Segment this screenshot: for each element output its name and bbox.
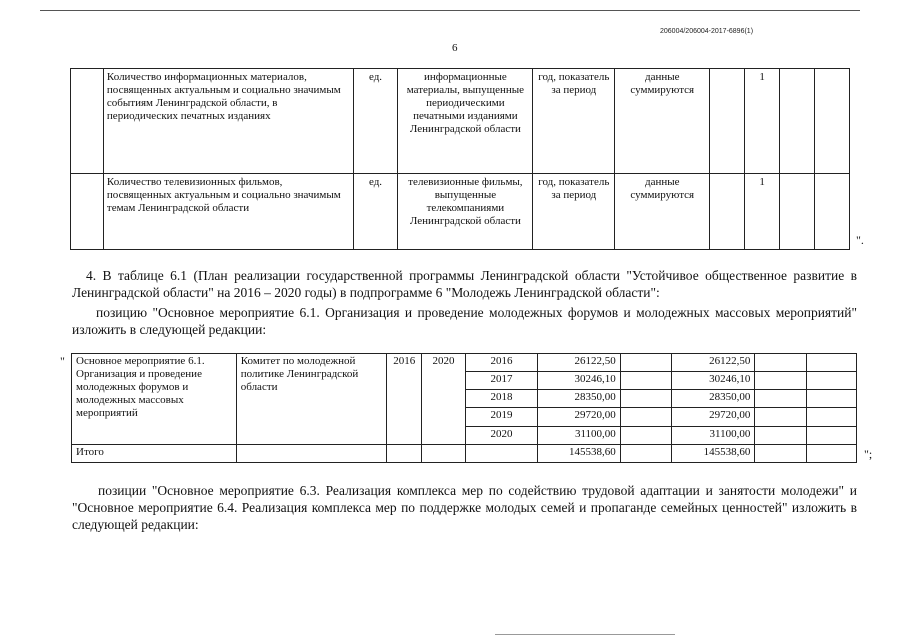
table-cell-empty	[807, 408, 857, 426]
year-cell: 2019	[466, 408, 538, 426]
indicator-value: 1	[745, 173, 780, 249]
paragraph-position: позицию "Основное мероприятие 6.1. Организация и проведение молодежных форумов и молодежных массовых мероприятий" изложить в следующей редакции:	[72, 305, 857, 337]
table-row	[72, 354, 857, 372]
table-cell-empty	[815, 69, 850, 174]
table-cell-empty	[620, 372, 672, 390]
table-cell-empty	[780, 69, 815, 174]
regional-amount: 31100,00	[672, 426, 755, 444]
total-amount: 28350,00	[537, 390, 620, 408]
table-cell-empty	[71, 69, 104, 174]
regional-amount: 26122,50	[672, 354, 755, 372]
regional-amount: 28350,00	[672, 390, 755, 408]
year-cell: 2017	[466, 372, 538, 390]
table2-open-quote: "	[60, 354, 65, 368]
end-year: 2020	[422, 354, 466, 445]
activity-table	[71, 353, 857, 463]
total-row	[72, 444, 857, 462]
scan-border-bottom	[495, 634, 675, 635]
table-cell-empty	[807, 426, 857, 444]
indicator-unit: ед.	[353, 173, 398, 249]
table-cell-empty	[755, 372, 807, 390]
year-cell: 2020	[466, 426, 538, 444]
table-cell-empty	[236, 444, 387, 462]
regional-amount: 29720,00	[672, 408, 755, 426]
indicator-value: 1	[745, 69, 780, 174]
table-cell-empty	[466, 444, 538, 462]
activity-name: Основное мероприятие 6.1. Организация и проведение молодежных форумов и молодежных массовых мероприятий	[72, 354, 237, 445]
indicator-period: год, показатель за период	[533, 173, 615, 249]
total-amount: 31100,00	[537, 426, 620, 444]
indicator-name: Количество информационных материалов, посвященных актуальным и социально значимым событиям Ленинградской области, в периодических печатных изданиях	[103, 69, 353, 174]
table-cell-empty	[780, 173, 815, 249]
total-amount: 30246,10	[537, 372, 620, 390]
indicator-name: Количество телевизионных фильмов, посвященных актуальным и социально значимым темам Ленинградской области	[103, 173, 353, 249]
table-cell-empty	[422, 444, 466, 462]
table-row	[71, 173, 850, 249]
table2-close-quote: ";	[864, 447, 873, 461]
table-cell-empty	[807, 372, 857, 390]
table-row	[71, 69, 850, 174]
table-cell-empty	[807, 354, 857, 372]
paragraph-positions: позиции "Основное мероприятие 6.3. Реализация комплекса мер по содействию трудовой адаптации и занятости молодежи" и "Основное мероприятие 6.4. Реализация комплекса мер по поддержке молодых семей и пропаганде семейных ценностей" изложить в следующей редакции:	[72, 483, 857, 532]
table-cell-empty	[710, 69, 745, 174]
table-cell-empty	[620, 444, 672, 462]
paragraph-4: 4. В таблице 6.1 (План реализации государственной программы Ленинградской области "Устойчивое общественное развитие в Ленинградской области" на 2016 – 2020 годы) в подпрограмме 6 "Молодежь Ленинградской области":	[72, 268, 857, 300]
indicator-unit: ед.	[353, 69, 398, 174]
table-cell-empty	[755, 354, 807, 372]
total-label: Итого	[72, 444, 237, 462]
indicators-table	[70, 68, 850, 250]
indicator-method: данные суммируются	[615, 173, 710, 249]
table-cell-empty	[815, 173, 850, 249]
table-cell-empty	[620, 408, 672, 426]
table-cell-empty	[755, 426, 807, 444]
year-cell: 2018	[466, 390, 538, 408]
indicator-method: данные суммируются	[615, 69, 710, 174]
document-id: 206004/206004-2017-6896(1)	[660, 28, 754, 35]
total-amount: 26122,50	[537, 354, 620, 372]
regional-amount: 30246,10	[672, 372, 755, 390]
table-cell-empty	[620, 354, 672, 372]
activity-executor: Комитет по молодежной политике Ленинградской области	[236, 354, 387, 445]
table-cell-empty	[710, 173, 745, 249]
table-cell-empty	[755, 408, 807, 426]
table-cell-empty	[807, 390, 857, 408]
scan-border-top	[40, 10, 860, 11]
indicator-definition: информационные материалы, выпущенные периодическими печатными изданиями Ленинградской области	[398, 69, 533, 174]
indicator-period: год, показатель за период	[533, 69, 615, 174]
indicator-definition: телевизионные фильмы, выпущенные телекомпаниями Ленинградской области	[398, 173, 533, 249]
page-number: 6	[452, 42, 458, 54]
regional-amount: 145538,60	[672, 444, 755, 462]
table1-close-quote: ".	[856, 233, 864, 247]
table-cell-empty	[755, 390, 807, 408]
table-cell-empty	[387, 444, 422, 462]
table-cell-empty	[71, 173, 104, 249]
total-amount: 29720,00	[537, 408, 620, 426]
table-cell-empty	[620, 390, 672, 408]
table-cell-empty	[807, 444, 857, 462]
total-amount: 145538,60	[537, 444, 620, 462]
year-cell: 2016	[466, 354, 538, 372]
table-cell-empty	[755, 444, 807, 462]
table-cell-empty	[620, 426, 672, 444]
start-year: 2016	[387, 354, 422, 445]
